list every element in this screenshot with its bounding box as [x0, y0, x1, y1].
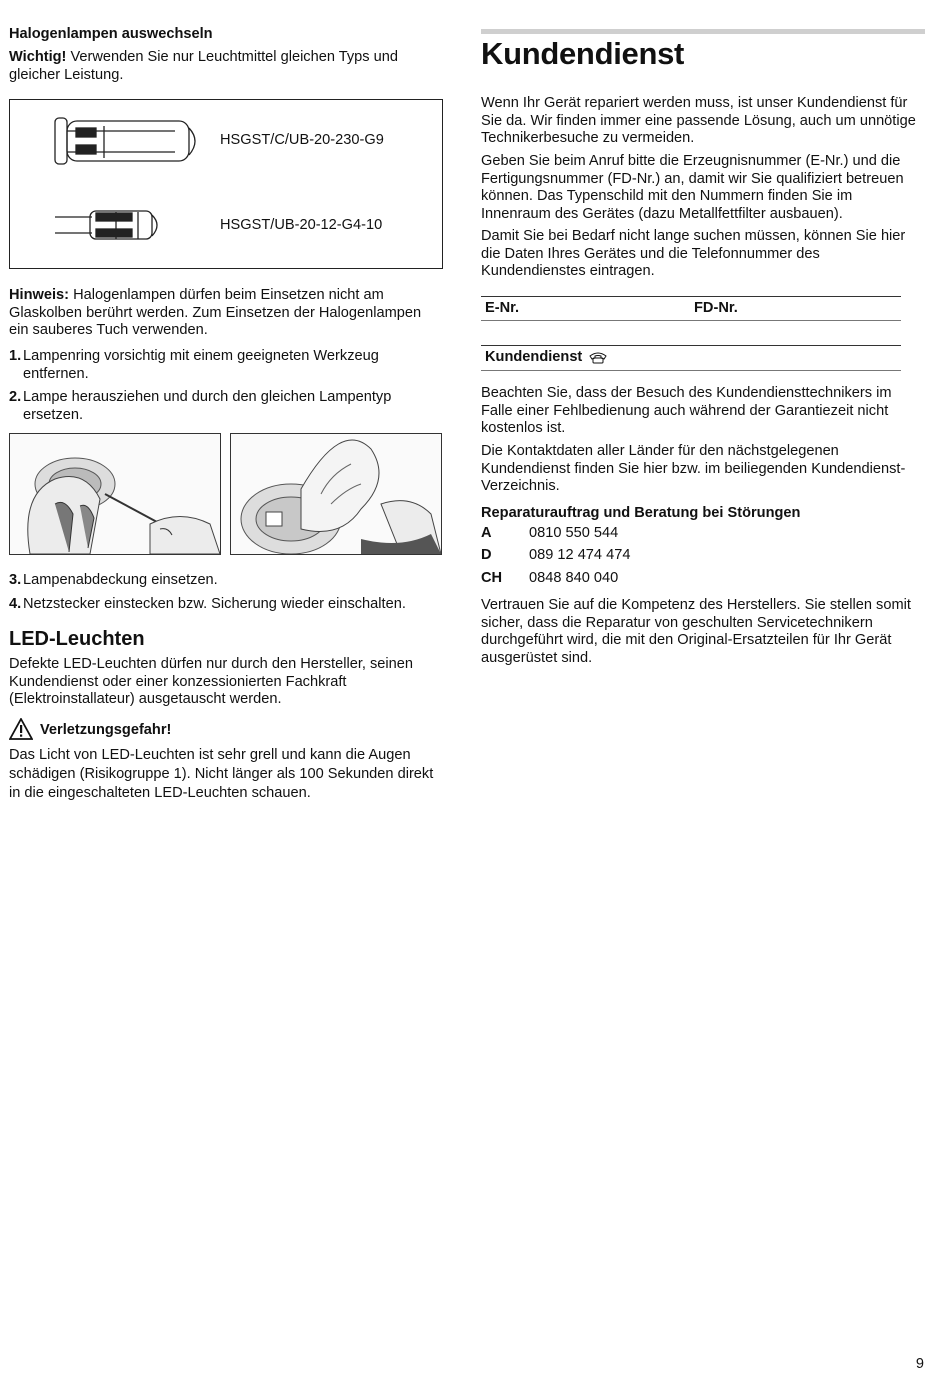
service-record-paragraph: Damit Sie bei Bedarf nicht lange suchen müssen, können Sie hier die Daten Ihres Gerätes und die Telefonnummer des Kundendienstes eintragen. — [481, 228, 906, 279]
phone-row-ch — [481, 570, 618, 586]
lamp-types-figure — [9, 99, 443, 269]
warning-heading — [9, 718, 443, 740]
wichtig-label: Wichtig! — [9, 49, 67, 65]
enr-label: E-Nr. — [485, 300, 520, 316]
form-rule-kd-top — [481, 345, 901, 346]
step-text: Lampenabdeckung einsetzen. — [23, 572, 218, 588]
remove-ring-illustration — [10, 434, 220, 554]
contact-paragraph: Die Kontaktdaten aller Länder für den nächstgelegenen Kundendienst finden Sie hier bzw. im beiliegenden Kundendienst-Verzeichnis. — [481, 443, 906, 494]
step-number: 2. — [9, 389, 22, 405]
g9-lamp-icon — [55, 118, 195, 164]
step-1 — [9, 348, 443, 383]
telephone-icon — [588, 350, 608, 364]
warning-triangle-icon — [9, 718, 33, 740]
step-4 — [9, 596, 443, 614]
fdnr-label: FD-Nr. — [694, 300, 738, 316]
service-intro-paragraph: Wenn Ihr Gerät repariert werden muss, ist unser Kundendienst für Sie da. Wir finden immer eine passende Lösung, auch um unnötige Technikerbesuche zu vermeiden. — [481, 95, 916, 146]
halogen-lamp-illustrations — [10, 100, 210, 268]
country-code: CH — [481, 570, 503, 586]
step-number: 4. — [9, 595, 22, 612]
g4-lamp-icon — [55, 211, 157, 239]
service-numbers-paragraph: Geben Sie beim Anruf bitte die Erzeugnisnummer (E-Nr.) und die Fertigungsnummer (FD-Nr.) an, damit wir Sie qualifiziert betreuen können. Das Typenschild mit den Nummern finden Sie im Innenraum des Gerätes (dazu Metallfettfilter ausbauen). — [481, 153, 904, 222]
halogen-heading: Halogenlampen auswechseln — [9, 26, 213, 42]
kd-label: Kundendienst — [485, 349, 583, 365]
step-2 — [9, 389, 443, 424]
led-paragraph: Defekte LED-Leuchten dürfen nur durch den Hersteller, seinen Kundendienst oder einer konzessionierten Fachkraft (Elektroinstallateur) ausgetauscht werden. — [9, 656, 413, 707]
country-code: A — [481, 525, 492, 541]
replace-lamp-illustration — [231, 434, 441, 554]
phone-number: 0810 550 544 — [529, 525, 619, 541]
kundendienst-heading: Kundendienst — [481, 36, 685, 71]
trust-paragraph: Vertrauen Sie auf die Kompetenz des Herstellers. Sie stellen somit sicher, dass die Reparatur von geschulten Servicetechnikern durchgeführt wird, die mit den Original-Ersatzteilen für Ihr Gerät ausgerüstet sind. — [481, 597, 911, 666]
photo-replace-lamp — [230, 433, 442, 555]
form-rule-top — [481, 296, 901, 297]
led-heading: LED-Leuchten — [9, 628, 145, 650]
costs-paragraph: Beachten Sie, dass der Besuch des Kundendiensttechnikers im Falle einer Fehlbedienung auch während der Garantiezeit nicht kostenlos ist. — [481, 385, 892, 436]
section-top-bar — [481, 29, 925, 34]
country-code: D — [481, 547, 492, 563]
lamp1-label: HSGST/C/UB-20-230-G9 — [220, 132, 384, 148]
step-3 — [9, 572, 443, 590]
hinweis-label: Hinweis: — [9, 287, 70, 303]
hinweis-text: Halogenlampen dürfen beim Einsetzen nicht am Glaskolben berührt werden. Zum Einsetzen der Halogenlampen ein sauberes Tuch verwenden. — [9, 287, 422, 338]
lamp2-label: HSGST/UB-20-12-G4-10 — [220, 217, 383, 233]
phone-number: 089 12 474 474 — [529, 547, 631, 563]
phone-row-d — [481, 547, 630, 563]
kd-field — [485, 349, 608, 365]
phone-number: 0848 840 040 — [529, 570, 619, 586]
warning-paragraph: Das Licht von LED-Leuchten ist sehr grell und kann die Augen schädigen (Risikogruppe 1). Nicht länger als 100 Sekunden direkt in die eingeschalteten LED-Leuchten schauen. — [9, 747, 434, 801]
form-rule-kd-bottom — [481, 370, 901, 371]
page-number: 9 — [915, 1356, 924, 1372]
steps-list-b — [9, 572, 443, 613]
repair-heading: Reparaturauftrag und Beratung bei Störungen — [481, 505, 801, 521]
step-number: 1. — [9, 348, 22, 364]
step-text: Lampenring vorsichtig mit einem geeigneten Werkzeug entfernen. — [23, 348, 379, 382]
wichtig-paragraph — [9, 49, 443, 84]
photo-remove-ring — [9, 433, 221, 555]
step-text: Lampe herausziehen und durch den gleichen Lampentyp ersetzen. — [23, 389, 392, 423]
form-rule-mid — [481, 320, 901, 321]
wichtig-text: Verwenden Sie nur Leuchtmittel gleichen Typs und gleicher Leistung. — [9, 49, 398, 83]
step-number: 3. — [9, 572, 22, 588]
warning-label: Verletzungsgefahr! — [40, 722, 172, 738]
step-text: Netzstecker einstecken bzw. Sicherung wieder einschalten. — [23, 595, 406, 612]
hinweis-paragraph — [9, 287, 443, 340]
steps-list-a — [9, 348, 443, 424]
phone-row-a — [481, 525, 618, 541]
